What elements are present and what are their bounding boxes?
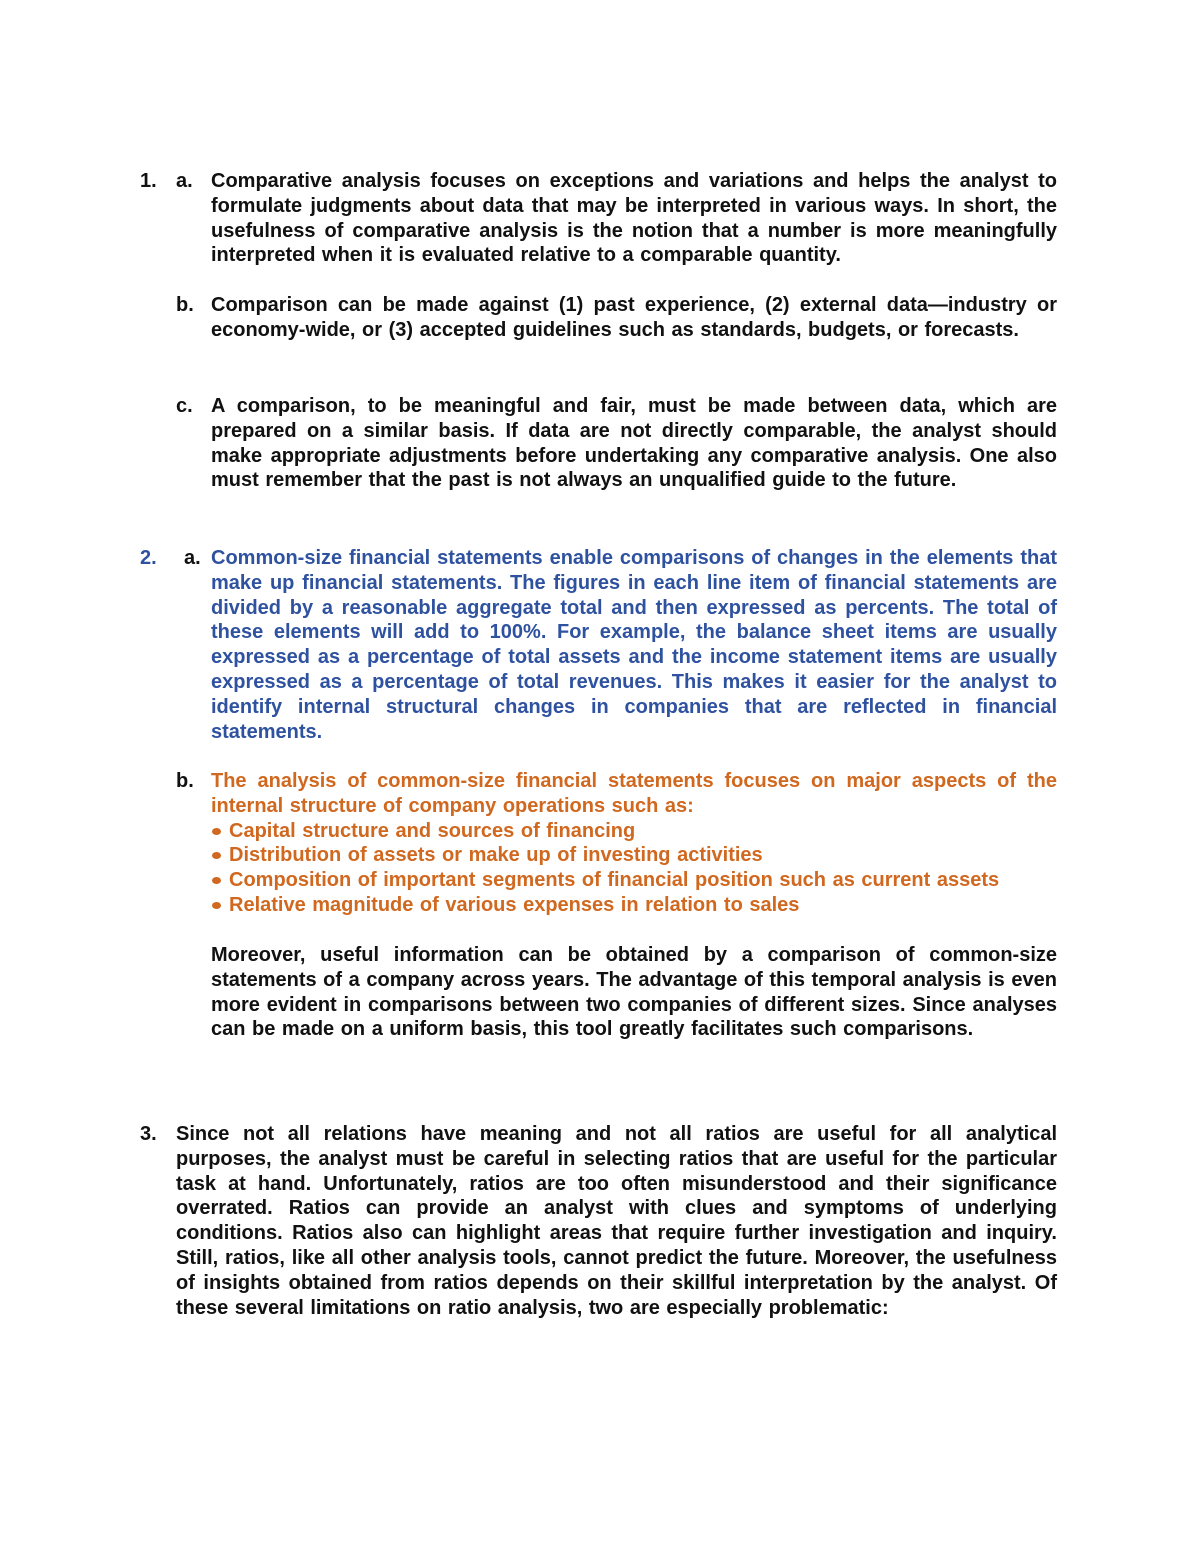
question-2b-letter: b.	[176, 770, 194, 792]
question-2a-paragraph: Common-size financial statements enable comparisons of changes in the elements that make up financial statements. The figures in each line item of financial statements are divided by a reasonable aggregate total and then expressed as percents. The total of these elements will add to 100%. For example, the balance sheet items are usually expressed as a percentage of total assets and the income statement items are usually expressed as a percentage of total revenues. This makes it easier for the analyst to identify internal structural changes in companies that are reflected in financial statements.	[211, 547, 1057, 743]
bullet-item	[211, 893, 1057, 918]
question-1a-paragraph: Comparative analysis focuses on exceptions and variations and helps the analyst to formulate judgments about data that may be interpreted in various ways. In short, the usefulness of comparative analysis is the notion that a number is more meaningfully interpreted when it is evaluated relative to a comparable quantity.	[211, 170, 1057, 267]
question-1b-letter: b.	[176, 294, 194, 316]
bullet-text: Relative magnitude of various expenses in relation to sales	[229, 893, 800, 916]
question-2b-bullet-list	[211, 819, 1057, 918]
question-3-paragraph: Since not all relations have meaning and not all ratios are useful for all analytical purposes, the analyst must be careful in selecting ratios that are useful for the particular task at hand. Unfortunately, ratios are too often misunderstood and their significance overrated. Ratios can provide an analyst with clues and symptoms of underlying conditions. Ratios also can highlight areas that require further investigation and inquiry. Still, ratios, like all other analysis tools, cannot predict the future. Moreover, the usefulness of insights obtained from ratios depends on their skillful interpretation by the analyst. Of these several limitations on ratio analysis, two are especially problematic:	[176, 1123, 1057, 1319]
question-1a-letter: a.	[176, 170, 193, 192]
question-1c-letter: c.	[176, 395, 193, 417]
question-1-number: 1.	[140, 170, 157, 192]
question-2b-paragraph: The analysis of common-size financial statements focuses on major aspects of the internal structure of company operations such as:	[211, 770, 1057, 817]
question-2b-text	[211, 769, 1057, 918]
bullet-dot-icon	[212, 902, 221, 909]
bullet-dot-icon	[212, 852, 221, 859]
question-1a-text	[211, 169, 1057, 268]
bullet-text: Distribution of assets or make up of investing activities	[229, 844, 763, 867]
question-3-text	[176, 1122, 1057, 1320]
bullet-dot-icon	[212, 877, 221, 884]
question-1c-text	[211, 394, 1057, 493]
bullet-dot-icon	[212, 828, 221, 835]
bullet-text: Capital structure and sources of financing	[229, 819, 636, 842]
bullet-text: Composition of important segments of financial position such as current assets	[229, 869, 1000, 892]
question-2b-moreover-paragraph: Moreover, useful information can be obtained by a comparison of common-size statements of a company across years. The advantage of this temporal analysis is even more evident in comparisons between two companies of different sizes. Since analyses can be made on a uniform basis, this tool greatly facilitates such comparisons.	[211, 944, 1057, 1041]
question-1b-text	[211, 293, 1057, 343]
question-2-number: 2.	[140, 547, 157, 569]
question-2a-text	[211, 546, 1057, 744]
question-3-number: 3.	[140, 1123, 157, 1145]
question-2b-moreover-text	[211, 943, 1057, 1042]
question-1b-paragraph: Comparison can be made against (1) past experience, (2) external data—industry or economy-wide, or (3) accepted guidelines such as standards, budgets, or forecasts.	[211, 294, 1057, 341]
question-1c-paragraph: A comparison, to be meaningful and fair, must be made between data, which are prepared on a similar basis. If data are not directly comparable, the analyst should make appropriate adjustments before undertaking any comparative analysis. One also must remember that the past is not always an unqualified guide to the future.	[211, 395, 1057, 492]
question-2a-letter: a.	[184, 547, 201, 569]
bullet-item	[211, 868, 1057, 893]
bullet-item	[211, 819, 1057, 844]
bullet-item	[211, 843, 1057, 868]
